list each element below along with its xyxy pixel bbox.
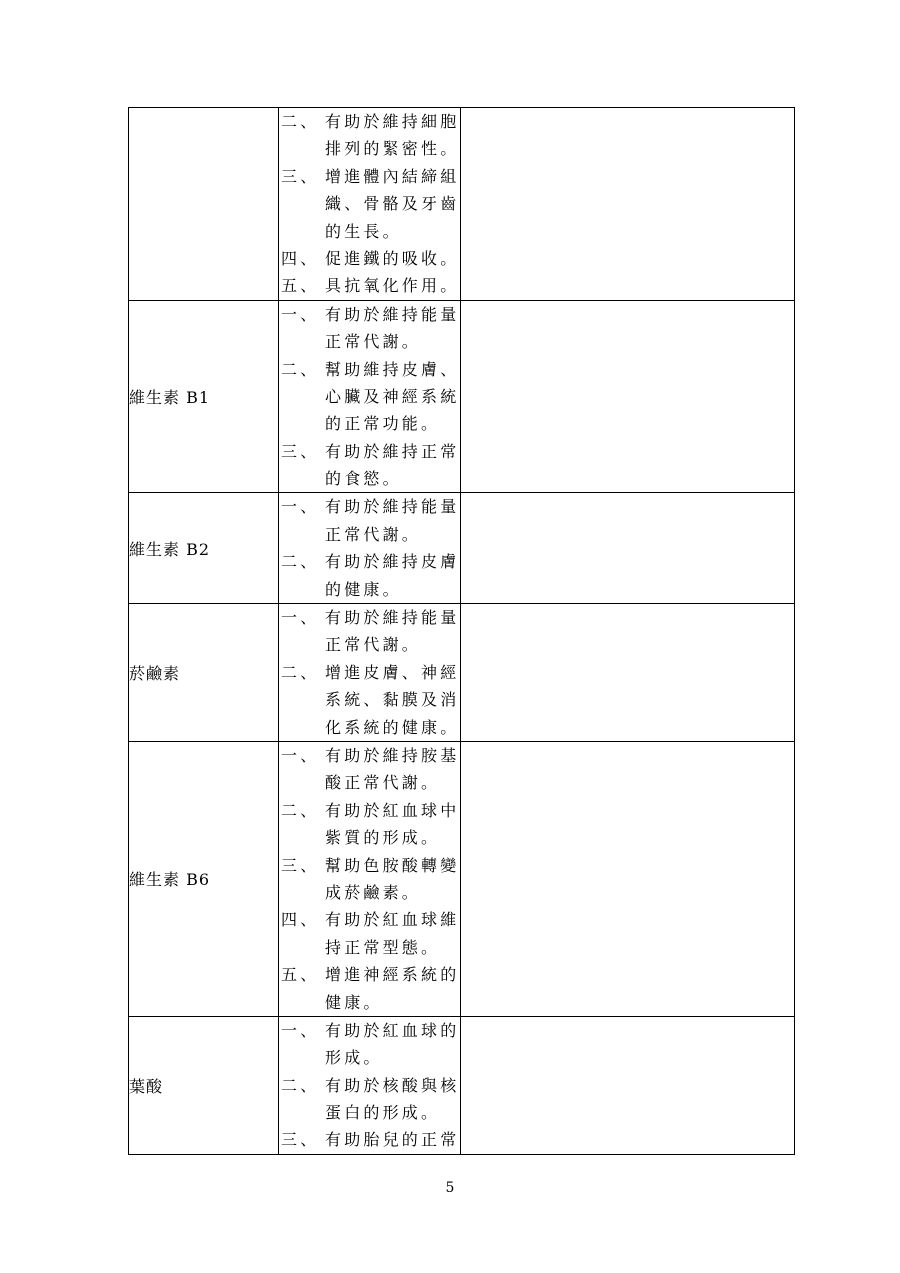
- effect-item: [279, 272, 460, 299]
- effects-cell: [279, 604, 461, 742]
- effect-item: [279, 604, 460, 659]
- effect-text: [325, 272, 460, 299]
- effects-cell: [279, 493, 461, 604]
- effect-text: [325, 1126, 460, 1153]
- effect-text-line: 成菸鹼素。: [325, 882, 422, 902]
- effect-text-line: 增進神經系統的: [325, 965, 460, 985]
- table-row: [129, 604, 795, 742]
- effect-text-line: 有助於核酸與核: [325, 1075, 460, 1095]
- effect-item: [279, 742, 460, 797]
- effect-item: [279, 245, 460, 272]
- effect-item: [279, 659, 460, 741]
- effect-text-line: 排列的緊密性。: [325, 139, 460, 159]
- effect-text-line: 幫助維持皮膚、: [325, 359, 460, 379]
- effect-text-line: 有助於維持胺基: [325, 745, 460, 765]
- effect-number: 二、: [281, 662, 320, 682]
- effect-item: [279, 301, 460, 356]
- effect-text: [325, 493, 460, 548]
- effect-text-line: 化系統的健康。: [325, 717, 460, 737]
- effect-text-line: 有助於維持能量: [325, 608, 460, 628]
- effect-number: 三、: [281, 855, 320, 875]
- effect-text-line: 有助於紅血球維: [325, 910, 460, 930]
- table-row: [129, 300, 795, 493]
- effect-text-line: 促進鐵的吸收。: [325, 248, 460, 268]
- effects-cell: [279, 1016, 461, 1154]
- effect-item: [279, 163, 460, 245]
- effect-number: 二、: [281, 552, 320, 572]
- effect-text-line: 蛋白的形成。: [325, 1103, 441, 1123]
- effect-text-line: 持正常型態。: [325, 937, 441, 957]
- table-row: [129, 1016, 795, 1154]
- effect-item: [279, 797, 460, 852]
- effect-text: [325, 852, 460, 907]
- effect-text: [325, 548, 460, 603]
- effect-text-line: 的健康。: [325, 579, 402, 599]
- effect-number: 五、: [281, 965, 320, 985]
- effect-item: [279, 1072, 460, 1127]
- effect-text-line: 增進皮膚、神經: [325, 662, 460, 682]
- effect-text-line: 織、骨骼及牙齒: [325, 194, 460, 214]
- effects-cell: [279, 741, 461, 1016]
- effect-item: [279, 1126, 460, 1153]
- effect-number: 一、: [281, 608, 320, 628]
- effect-number: 二、: [281, 359, 320, 379]
- effect-text-line: 有助於維持能量: [325, 497, 460, 517]
- effect-text-line: 有助胎兒的正常: [325, 1130, 460, 1150]
- effect-text: [325, 604, 460, 659]
- effect-text-line: 形成。: [325, 1048, 383, 1068]
- table-body: [129, 108, 795, 1155]
- nutrient-name: 維生素 B6: [129, 741, 279, 1016]
- effect-text: [325, 245, 460, 272]
- effect-text-line: 有助於紅血球中: [325, 800, 460, 820]
- effect-text-line: 有助於維持皮膚: [325, 552, 460, 572]
- effect-text: [325, 797, 460, 852]
- effect-text-line: 的正常功能。: [325, 414, 441, 434]
- remarks-cell: [461, 604, 795, 742]
- nutrient-name: 維生素 B1: [129, 300, 279, 493]
- effect-text-line: 具抗氧化作用。: [325, 276, 460, 296]
- effect-text-line: 紫質的形成。: [325, 828, 441, 848]
- effects-cell: [279, 108, 461, 301]
- effect-text: [325, 356, 460, 438]
- effect-item: [279, 493, 460, 548]
- table-row: [129, 108, 795, 301]
- effect-number: 二、: [281, 112, 320, 131]
- effect-text-line: 系統、黏膜及消: [325, 690, 460, 710]
- effect-item: [279, 548, 460, 603]
- remarks-cell: [461, 108, 795, 301]
- effects-cell: [279, 300, 461, 493]
- nutrient-name: [129, 108, 279, 301]
- effect-number: 一、: [281, 304, 320, 324]
- effect-item: [279, 108, 460, 163]
- effect-text: [325, 1017, 460, 1072]
- nutrient-name: 菸鹼素: [129, 604, 279, 742]
- effect-text: [325, 108, 460, 163]
- effect-text: [325, 961, 460, 1016]
- effect-number: 一、: [281, 745, 320, 765]
- page-number: 5: [445, 1180, 455, 1196]
- remarks-cell: [461, 300, 795, 493]
- effect-number: 一、: [281, 497, 320, 517]
- table-row: [129, 493, 795, 604]
- effect-text-line: 增進體內結締組: [325, 166, 460, 186]
- effect-text-line: 的生長。: [325, 221, 402, 241]
- effect-text: [325, 659, 460, 741]
- effect-number: 五、: [281, 276, 320, 296]
- remarks-cell: [461, 741, 795, 1016]
- effect-item: [279, 438, 460, 493]
- effect-number: 二、: [281, 1075, 320, 1095]
- effect-text-line: 有助於維持能量: [325, 304, 460, 324]
- remarks-cell: [461, 1016, 795, 1154]
- nutrient-name: 葉酸: [129, 1016, 279, 1154]
- effect-text-line: 有助於紅血球的: [325, 1020, 460, 1040]
- effect-text-line: 的食慾。: [325, 469, 402, 489]
- effect-number: 三、: [281, 166, 320, 186]
- effect-text-line: 健康。: [325, 992, 383, 1012]
- effect-text: [325, 438, 460, 493]
- effect-text-line: 幫助色胺酸轉變: [325, 855, 460, 875]
- effect-text: [325, 906, 460, 961]
- effect-text-line: 有助於維持正常: [325, 441, 460, 461]
- effect-number: 三、: [281, 441, 320, 461]
- effect-text-line: 正常代謝。: [325, 524, 422, 544]
- effect-number: 二、: [281, 800, 320, 820]
- nutrient-table: [128, 107, 795, 1155]
- effect-text-line: 正常代謝。: [325, 332, 422, 352]
- effect-text: [325, 742, 460, 797]
- remarks-cell: [461, 493, 795, 604]
- effect-text-line: 有助於維持細胞: [325, 112, 460, 131]
- effect-item: [279, 906, 460, 961]
- effect-item: [279, 961, 460, 1016]
- effect-number: 四、: [281, 910, 320, 930]
- effect-item: [279, 356, 460, 438]
- effect-number: 三、: [281, 1130, 320, 1150]
- effect-text: [325, 163, 460, 245]
- effect-number: 一、: [281, 1020, 320, 1040]
- effect-text: [325, 1072, 460, 1127]
- effect-text: [325, 301, 460, 356]
- table-row: [129, 741, 795, 1016]
- effect-item: [279, 1017, 460, 1072]
- nutrient-name: 維生素 B2: [129, 493, 279, 604]
- effect-text-line: 心臟及神經系統: [325, 386, 460, 406]
- effect-item: [279, 852, 460, 907]
- effect-text-line: 酸正常代謝。: [325, 773, 441, 793]
- effect-text-line: 正常代謝。: [325, 635, 422, 655]
- effect-number: 四、: [281, 248, 320, 268]
